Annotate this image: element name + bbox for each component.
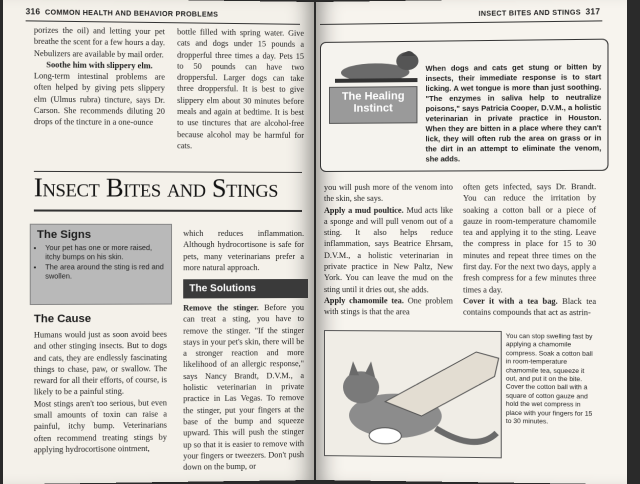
stinger-heading: Remove the stinger. <box>183 303 259 313</box>
compress-paragraph: often gets infected, says Dr. Brandt. You can reduce the irritation by soaking a cotton ball or a piece of gauze in room-temperature chamomile tea and applying it to the sting. Leave the compress in place for 15 to 30 minutes and repeat three times on the first day. For the next two days, apply a fresh compress for a few minutes three times a day. <box>463 182 597 295</box>
running-head-title-right: INSECT BITES AND STINGS <box>478 9 581 18</box>
teabag-heading: Cover it with a tea bag. <box>463 296 558 306</box>
mud-paragraph: Mud acts like a sponge and will pull venom out of a sting. It also helps reduce inflammation, says Beatrice Ehrsam, D.V.M., a holistic veterinarian in private practice in New Paltz, New York. You can leave the mud on the sting until it dries out, she adds. <box>323 205 453 295</box>
stinger-column <box>183 302 304 473</box>
cat-illustration-icon <box>325 331 501 457</box>
chapter-title: Insect Bites and Stings <box>33 172 279 203</box>
cause-paragraph: Humans would just as soon avoid bees and other stinging insects. But to dogs and cats, they are endlessly fascinating things to chase, paw, or swallow. The reward for all their efforts, of course, is likely to be a painful sting. <box>33 329 167 397</box>
healing-instinct-badge: The Healing Instinct <box>329 86 417 124</box>
teabag-paragraph: Black tea contains compounds that act as astrin- <box>463 296 597 318</box>
venom-paragraph: you will push more of the venom into the skin, she says. <box>323 182 453 204</box>
hydrocortisone-paragraph: which reduces inflammation. Although hydrocortisone is safe for pets, many veterinarians prefer a more natural approach. <box>183 228 305 273</box>
tea-paragraph: One problem with stings is that the area <box>323 296 453 317</box>
cause-column <box>34 329 167 456</box>
right-page <box>316 0 627 484</box>
cat-compress-illustration <box>324 330 502 458</box>
mud-heading: Apply a mud poultice. <box>323 205 404 215</box>
left-col2-top: bottle filled with spring water. Give cats and dogs under 15 pounds a dropperful three times a day. Pets 15 to 50 pounds can have two droppersful. Larger dogs can take three droppersful. It is best to give slippery elm about 30 minutes before meals and again at bedtime. It is best to use tinctures that are alcohol-free because alcohol may be harmful for cats. <box>177 27 305 151</box>
solutions-bar: The Solutions <box>183 279 308 298</box>
signs-list <box>31 243 171 281</box>
tea-heading: Apply chamomile tea. <box>323 295 404 306</box>
left-col1-top <box>34 25 165 129</box>
left-page <box>3 0 314 484</box>
sleeping-dog-icon <box>329 46 422 85</box>
header-rule-right <box>320 20 602 25</box>
stinger-paragraph: Before you can treat a sting, you have to remove the stinger. "If the stinger stays in your pet's skin, there will be a stronger reaction and more likelihood of an allergic response," says Nancy Brandt, D.V.M., a holistic veterinarian in private practice in Las Vegas. To remove the stinger, put your fingers at the base of the bump and squeeze upward. This will push the stinger up so that it is easier to remove with your fingers or tweezers. Don't push down on the bump, or <box>183 303 305 472</box>
signs-title: The Signs <box>36 228 92 241</box>
running-head-left <box>26 7 219 19</box>
healing-instinct-box <box>320 39 609 172</box>
cause-paragraph-2: Most stings aren't too serious, but even small amounts of toxin can raise a painful, itchy bump. Veterinarians often recommend treating stings by applying hydrocortisone ointment, <box>33 398 167 455</box>
signs-box <box>30 224 172 305</box>
nebulizer-paragraph: porizes the oil) and letting your pet breathe the scent for a few hours a day. Nebulizers are available by mail order. <box>33 25 165 60</box>
right-col1 <box>324 182 453 319</box>
healing-instinct-text: When dogs and cats get stung or bitten by insects, their immediate response is to start licking. A wet tongue is more than just soothing. "The enzymes in saliva help to neutralize poisons," says Patricia Cooper, D.V.M., a holistic veterinarian in private practice in Houston. When they are bitten in a place where they can't lick, they will often rub the area on grass or in the dirt in an attempt to eliminate the venom, she adds. <box>425 62 602 164</box>
running-head-right <box>479 7 601 18</box>
page-number-left: 316 <box>25 7 41 17</box>
signs-item: • The area around the sting is red and swollen. <box>45 262 167 281</box>
right-col2 <box>463 181 596 319</box>
signs-item: • Your pet has one or more raised, itchy bumps on his skin. <box>45 243 167 262</box>
chapter-rule-bottom <box>34 209 302 211</box>
illustration-caption: You can stop swelling fast by applying a chamomile compress. Soak a cotton ball in room-temperature chamomile tea, squeeze it out, and put it on the bite. Cover the cotton ball with a square of cotton gauze and hold the wet compress in place with your fingers for 15 to 30 minutes. <box>505 333 593 426</box>
cause-title: The Cause <box>33 312 92 326</box>
page-number-right: 317 <box>585 7 601 17</box>
soothe-paragraph: Long-term intestinal problems are often helped by giving pets slippery elm (Ulmus rubra) tincture, says Dr. Carson. She recommends diluting 20 drops of the tincture in a one-ounce <box>33 71 165 128</box>
soothe-heading: Soothe him with slippery elm. <box>46 60 153 71</box>
running-head-title-left: COMMON HEALTH AND BEHAVIOR PROBLEMS <box>44 9 219 19</box>
